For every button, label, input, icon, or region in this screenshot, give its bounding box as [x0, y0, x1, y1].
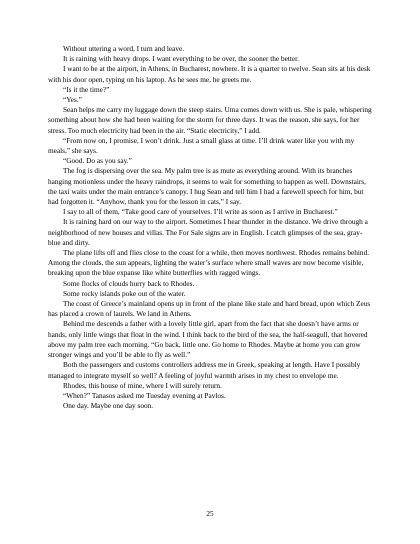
paragraph: Some flocks of clouds hurry back to Rhodes. [63, 278, 195, 288]
paragraph: Rhodes, this house of mine, where I will surely return. [63, 380, 222, 390]
paragraph: “When?” Tanasos asked me Tuesday evening at Pavlos. [63, 390, 226, 400]
paragraph: Behind me descends a father with a lovely little girl, apart from the fact that she doesn’t have arms or hands, only little wings that float in the wind. I think back to the bird of the sea, the half-seagull, that hovered above my palm tree each morning. “Go back, little one. Go home to Rhodes. Maybe at home you can grow stronger wings and you’ll be able to fly as well.” [48, 319, 368, 360]
paragraph: Sean helps me carry my luggage down the steep stairs. Uma comes down with us. She is pale, whispering something about how she had been waiting for the storm for three days. It was the reason, she says, for her stress. Too much electricity had been in the air. “Static electricity,” I add. [48, 105, 372, 135]
paragraph: Without uttering a word, I turn and leave. [63, 44, 185, 53]
paragraph: One day. Maybe one day soon. [63, 401, 154, 411]
page-number: 25 [206, 509, 214, 518]
paragraph: The coast of Greece’s mainland opens up in front of the plane like stale and hard bread, upon which Zeus has placed a crown of laurels. We land in Athens. [48, 299, 371, 319]
paragraph: “From now on, I promise, I won’t drink. Just a small glass at time. I’ll drink water like you with my meals,” she says. [48, 135, 355, 156]
paragraph: It is raining hard on our way to the airport. Sometimes I hear thunder in the distance. We drive through a neighborhood of new houses and villas. The For Sale signs are in English. I catch glimpses of the sea, gray-blue and dirty. [48, 217, 368, 247]
paragraph: “Is it the time?” [63, 84, 110, 94]
paragraph: The plane lifts off and flies close to the coast for a while, then moves northwest. Rhodes remains behind. Among the clouds, the sun appears, lighting the water’s surface where small waves are now become visible, breaking upon the blue expanse like white butterflies with ragged wings. [48, 248, 370, 278]
paragraph: I say to all of them, “Take good care of yourselves. I’ll write as soon as I arrive in Bucharest.” [63, 207, 338, 217]
paragraph: Some rocky islands poke out of the water. [63, 288, 186, 298]
paragraph: “Yes.” [63, 95, 82, 105]
paragraph: It is raining with heavy drops. I want everything to be over, the sooner the better. [63, 54, 299, 64]
body-text [48, 44, 374, 411]
paragraph: The fog is dispersing over the sea. My palm tree is as mute as everything around. With its branches hanging motionless under the heavy raindrops, it seems to wait for something to happen as well. Downstairs, the taxi waits under the main entrance’s canopy. I hug Sean and tell him I had a farewell speech for him, but had forgotten it. “Anyhow, thank you for the lesson in cats,” I say. [48, 166, 366, 207]
paragraph: I want to be at the airport, in Athens, in Bucharest, nowhere. It is a quarter to twelve. Sean sits at his desk with his door open, typing on his laptop. As he sees me, he greets me. [48, 64, 371, 84]
paragraph: “Good. Do as you say.” [63, 156, 132, 166]
paragraph: Both the passengers and customs controllers address me in Greek, speaking at length. Have I possibly managed to integrate myself so well? A feeling of joyful warmth arises in my chest to envelope me. [48, 360, 361, 380]
